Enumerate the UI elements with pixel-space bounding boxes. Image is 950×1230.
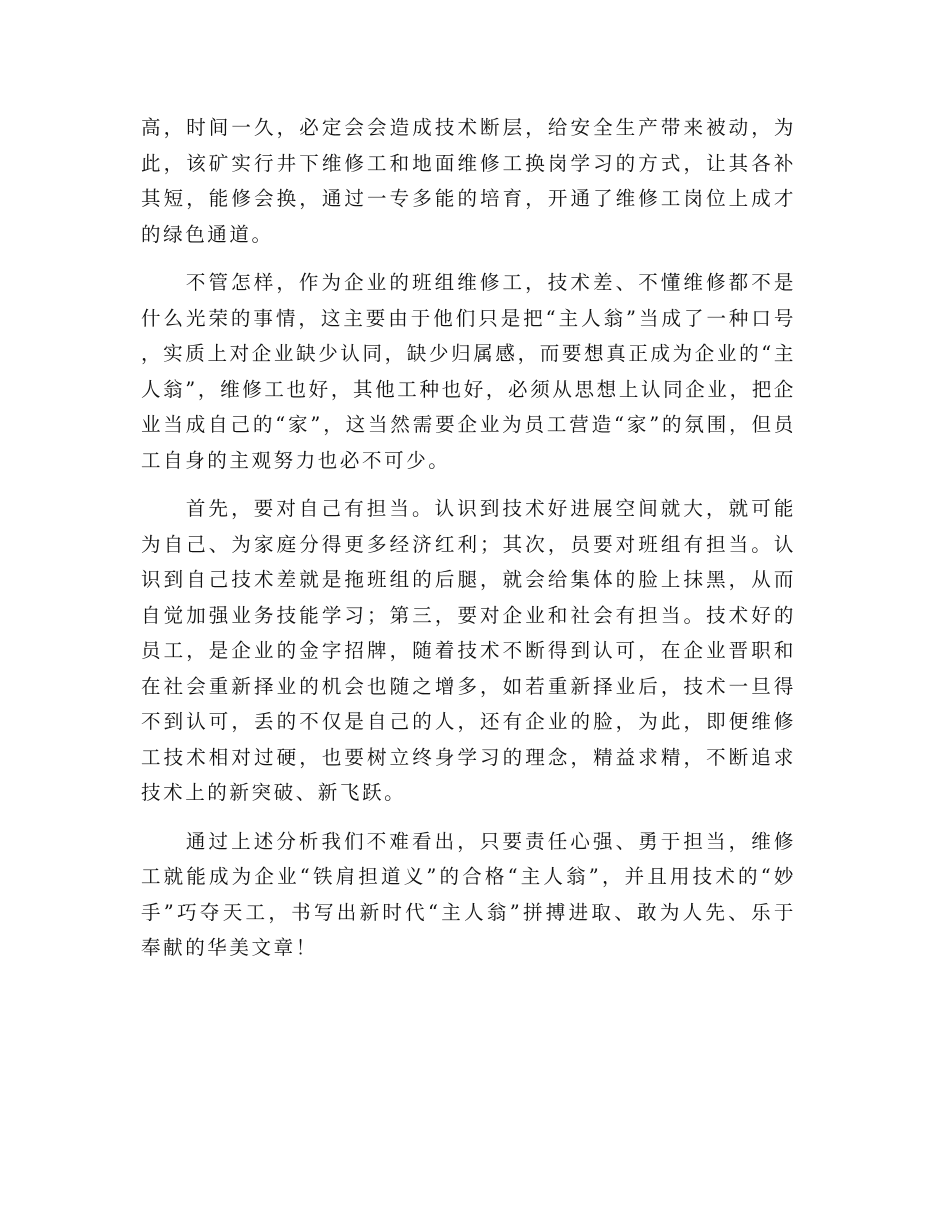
document-body bbox=[141, 110, 796, 979]
paragraph-1: 高，时间一久，必定会会造成技术断层，给安全生产带来被动，为此，该矿实行井下维修工和地面维修工换岗学习的方式，让其各补其短，能修会换，通过一专多能的培育，开通了维修工岗位上成才的绿色通道。 bbox=[141, 116, 796, 246]
paragraph-4: 通过上述分析我们不难看出，只要责任心强、勇于担当，维修工就能成为企业“铁肩担道义”的合格“主人翁”，并且用技术的“妙手”巧夺天工，书写出新时代“主人翁”拼搏进取、敢为人先、乐于奉献的华美文章！ bbox=[141, 829, 796, 959]
paragraph-3: 首先，要对自己有担当。认识到技术好进展空间就大，就可能为自己、为家庭分得更多经济红利；其次，员要对班组有担当。认识到自己技术差就是拖班组的后腿，就会给集体的脸上抹黑，从而自觉加强业务技能学习；第三，要对企业和社会有担当。技术好的员工，是企业的金字招牌，随着技术不断得到认可，在企业晋职和在社会重新择业的机会也随之增多，如若重新择业后，技术一旦得不到认可，丢的不仅是自己的人，还有企业的脸，为此，即便维修工技术相对过硬，也要树立终身学习的理念，精益求精，不断追求技术上的新突破、新飞跃。 bbox=[141, 497, 796, 804]
paragraph-2: 不管怎样，作为企业的班组维修工，技术差、不懂维修都不是什么光荣的事情，这主要由于他们只是把“主人翁”当成了一种口号，实质上对企业缺少认同，缺少归属感，而要想真正成为企业的“主人翁”，维修工也好，其他工种也好，必须从思想上认同企业，把企业当成自己的“家”，这当然需要企业为员工营造“家”的氛围，但员工自身的主观努力也必不可少。 bbox=[141, 271, 796, 472]
